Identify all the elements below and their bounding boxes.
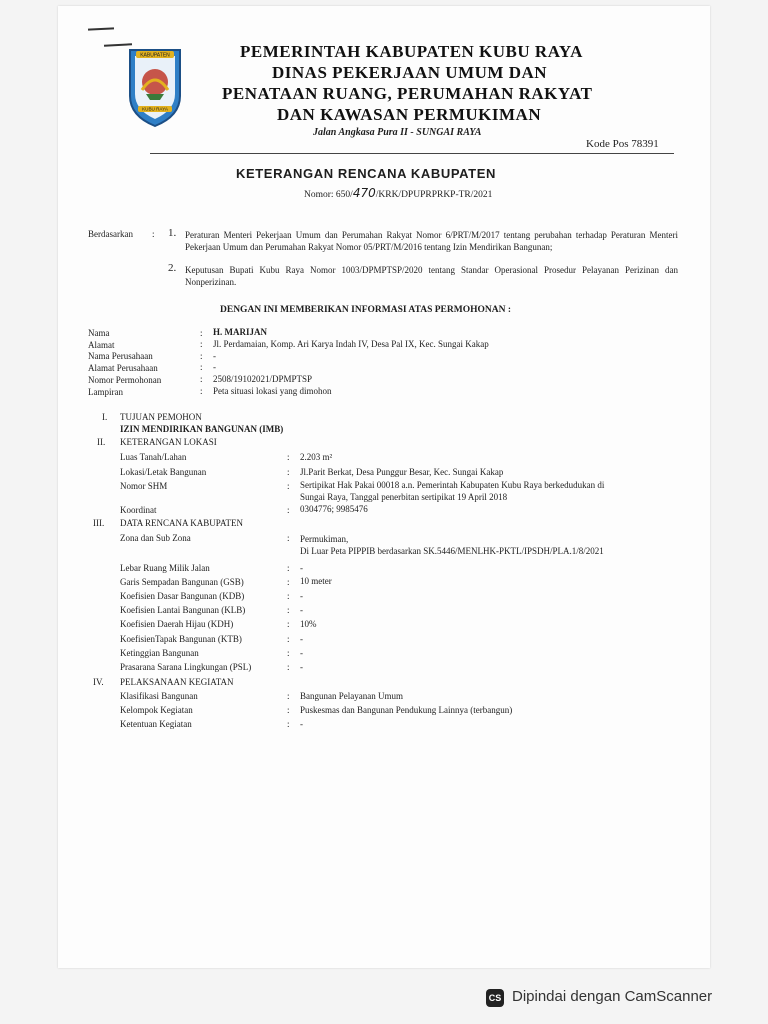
field-label: Nama [88, 328, 110, 338]
camscanner-watermark [472, 980, 758, 1016]
field-label: Nama Perusahaan [88, 351, 153, 361]
header-line-4: DAN KAWASAN PERMUKIMAN [277, 105, 542, 124]
basis-item-number: 2. [168, 262, 177, 274]
row-label: Garis Sempadan Bangunan (GSB) [120, 577, 244, 587]
section-title: PELAKSANAAN KEGIATAN [120, 677, 234, 687]
field-label: Alamat Perusahaan [88, 363, 158, 373]
document-title: KETERANGAN RENCANA KABUPATEN [236, 166, 496, 181]
row-value-continued: Di Luar Peta PIPPIB berdasarkan SK.5446/MENLHK-PKTL/IPSDH/PLA.1/8/2021 [300, 546, 604, 556]
row-label: Zona dan Sub Zona [120, 533, 191, 543]
office-address: Jalan Angkasa Pura II - SUNGAI RAYA [313, 127, 482, 138]
row-value: Sertipikat Hak Pakai 00018 a.n. Pemerintah Kabupaten Kubu Raya berkedudukan di [300, 480, 605, 490]
camscanner-text: Dipindai dengan CamScanner [512, 988, 713, 1005]
row-label: Koordinat [120, 505, 157, 515]
field-label: Lampiran [88, 387, 123, 397]
row-label: Koefisien Dasar Bangunan (KDB) [120, 591, 245, 601]
section-number: IV. [93, 677, 104, 687]
header-line-3: PENATAAN RUANG, PERUMAHAN RAKYAT [222, 84, 593, 103]
number-suffix: /KRK/DPUPRPRKP-TR/2021 [375, 190, 493, 200]
basis-item-number: 1. [168, 227, 177, 239]
section-subtitle: IZIN MENDIRIKAN BANGUNAN (IMB) [120, 424, 284, 434]
row-label: Luas Tanah/Lahan [120, 452, 187, 462]
field-value: - [213, 351, 216, 361]
row-label: KoefisienTapak Bangunan (KTB) [120, 634, 242, 644]
section-title: KETERANGAN LOKASI [120, 437, 217, 447]
camscanner-icon: CS [486, 989, 504, 1007]
row-label: Prasarana Sarana Lingkungan (PSL) [120, 662, 252, 672]
section-title: DATA RENCANA KABUPATEN [120, 518, 243, 528]
row-value: Puskesmas dan Bangunan Pendukung Lainnya (terbangun) [300, 705, 513, 715]
row-value-continued: Sungai Raya, Tanggal penerbitan sertipikat 19 April 2018 [300, 492, 508, 502]
row-value: - [300, 719, 303, 729]
row-value: - [300, 563, 303, 573]
row-label: Koefisien Daerah Hijau (KDH) [120, 619, 234, 629]
row-value: 0304776; 9985476 [300, 504, 368, 514]
row-value: Bangunan Pelayanan Umum [300, 691, 403, 701]
field-value: 2508/19102021/DPMPTSP [213, 374, 313, 384]
header-line-2: DINAS PEKERJAAN UMUM DAN [272, 63, 548, 82]
header-line-1: PEMERINTAH KABUPATEN KUBU RAYA [240, 42, 583, 61]
basis-item-text: Peraturan Menteri Pekerjaan Umum dan Perumahan Rakyat Nomor 6/PRT/M/2017 tentang perubahan terhadap Peraturan Menteri Pekerjaan Umum dan Perumahan Rakyat Nomor 05/PRT/M/2016 tentang Izin Mendirikan Bangunan; [185, 230, 678, 252]
logo-top-text: KABUPATEN [140, 52, 170, 59]
field-label: Alamat [88, 340, 115, 350]
row-label: Lokasi/Letak Bangunan [120, 467, 207, 477]
field-value: H. MARIJAN [213, 327, 267, 337]
section-number: III. [93, 518, 105, 528]
row-value: - [300, 662, 303, 672]
row-value: 2.203 m² [300, 452, 333, 462]
section-title: TUJUAN PEMOHON [120, 412, 202, 422]
row-value: Jl.Parit Berkat, Desa Punggur Besar, Kec. Sungai Kakap [300, 467, 504, 477]
basis-item-text: Keputusan Bupati Kubu Raya Nomor 1003/DPMPTSP/2020 tentang Standar Operasional Prosedur Pelayanan Perizinan dan Nonperizinan. [185, 265, 678, 287]
row-label: Lebar Ruang Milik Jalan [120, 563, 210, 573]
row-label: Koefisien Lantai Bangunan (KLB) [120, 605, 246, 615]
row-value: 10% [300, 619, 317, 629]
row-label: Kelompok Kegiatan [120, 705, 193, 715]
row-label: Klasifikasi Bangunan [120, 691, 198, 701]
field-label: Nomor Permohonan [88, 375, 162, 385]
field-value: Jl. Perdamaian, Komp. Ari Karya Indah IV, Desa Pal IX, Kec. Sungai Kakap [213, 339, 489, 349]
section-number: II. [97, 437, 106, 447]
row-label: Nomor SHM [120, 481, 168, 491]
header-rule [150, 153, 674, 154]
row-value: - [300, 591, 303, 601]
number-handwritten: 470 [352, 186, 376, 200]
row-value: 10 meter [300, 576, 332, 586]
row-label: Ketinggian Bangunan [120, 648, 199, 658]
postal-code: Kode Pos 78391 [586, 138, 659, 150]
row-value: - [300, 648, 303, 658]
basis-label: Berdasarkan [88, 229, 133, 239]
row-value: Permukiman, [300, 534, 349, 544]
info-heading: DENGAN INI MEMBERIKAN INFORMASI ATAS PERMOHONAN : [220, 305, 511, 315]
section-number: I. [102, 412, 108, 422]
basis-colon: : [152, 229, 155, 239]
field-value: - [213, 362, 216, 372]
field-value: Peta situasi lokasi yang dimohon [213, 386, 332, 396]
logo-bottom-text: KUBU RAYA [142, 106, 168, 112]
kubu-raya-emblem [126, 44, 184, 128]
document-number [304, 186, 492, 200]
row-value: - [300, 605, 303, 615]
number-prefix: Nomor: 650/ [304, 190, 353, 200]
row-value: - [300, 634, 303, 644]
row-label: Ketentuan Kegiatan [120, 719, 192, 729]
